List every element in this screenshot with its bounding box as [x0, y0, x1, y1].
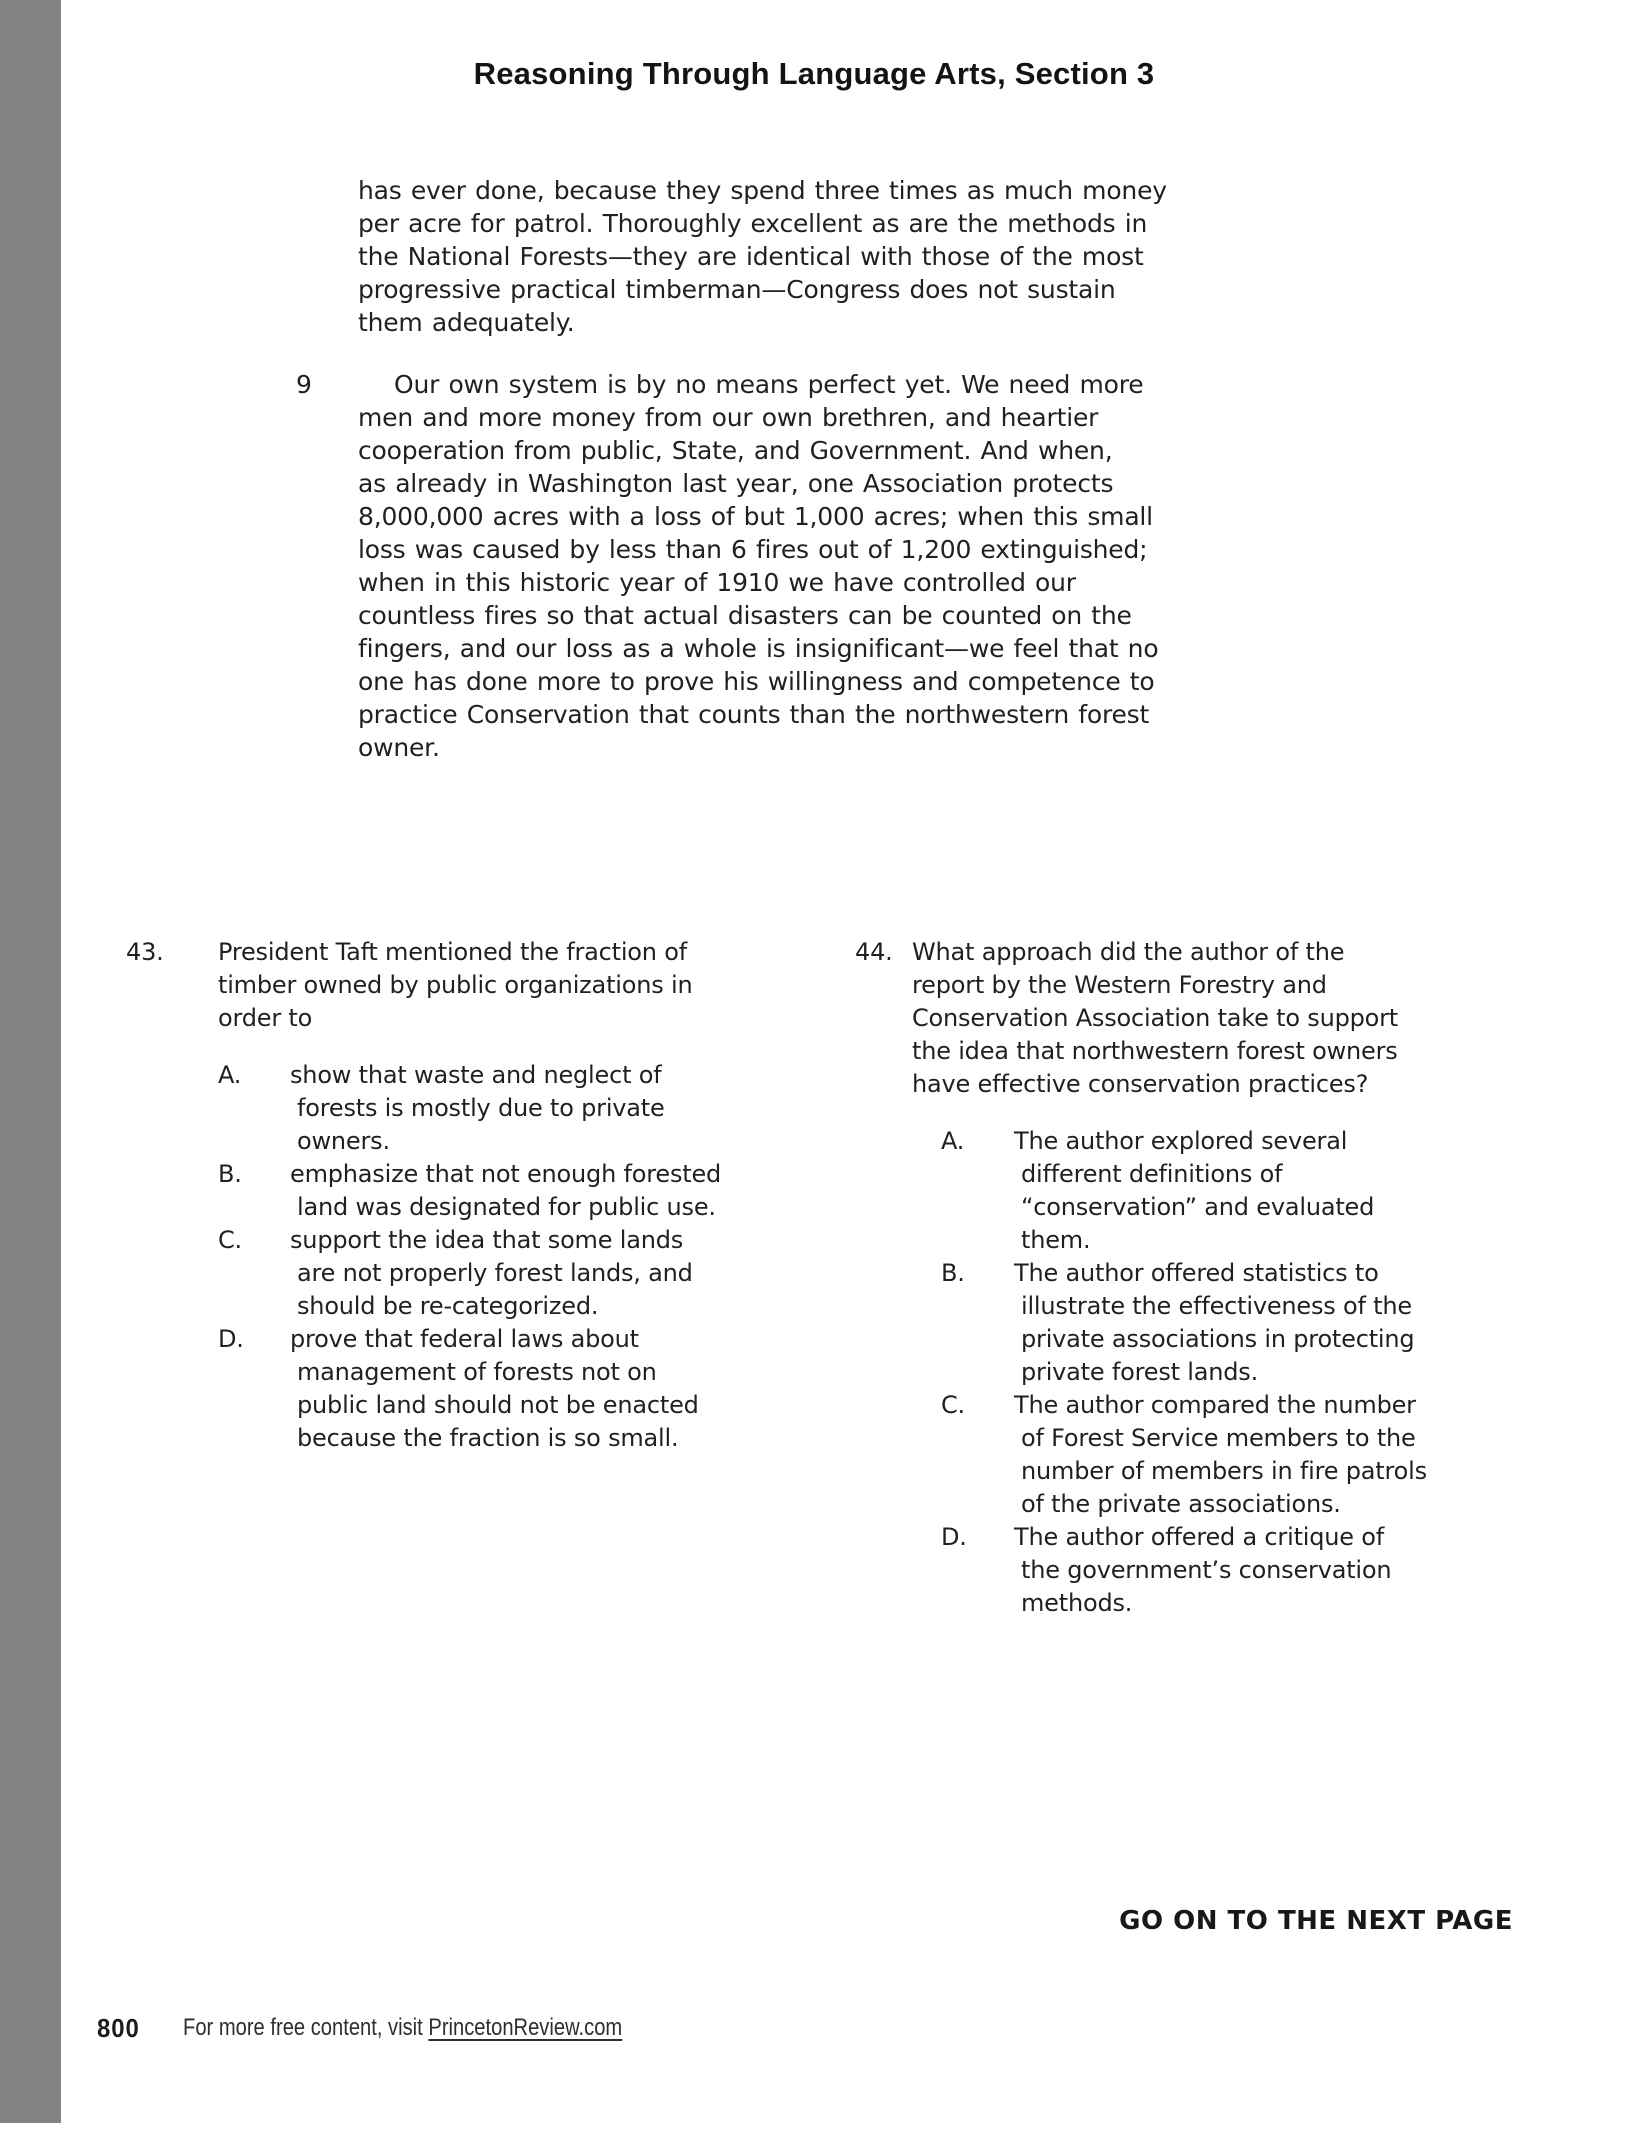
question-44: [855, 936, 1505, 1620]
passage-paragraph-continuation: [296, 174, 1286, 339]
text-line: prove that federal laws about: [290, 1325, 639, 1353]
answer-option-b: [912, 1257, 1505, 1389]
text-line: of Forest Service members to the: [1021, 1424, 1416, 1452]
text-line: when in this historic year of 1910 we have controlled our: [358, 568, 1076, 597]
text-line: have effective conservation practices?: [912, 1070, 1369, 1098]
text-line: should be re-categorized.: [297, 1292, 599, 1320]
option-letter: A.: [941, 1127, 965, 1155]
text-line: as already in Washington last year, one Association protects: [358, 469, 1114, 498]
page-number: 800: [97, 2012, 140, 2043]
question-number: 43.: [126, 938, 164, 966]
answer-option-a: [912, 1125, 1505, 1257]
text-line: per acre for patrol. Thoroughly excellent as are the methods in: [358, 209, 1148, 238]
text-line: illustrate the effectiveness of the: [1021, 1292, 1412, 1320]
text-line: them.: [1021, 1226, 1091, 1254]
text-line: cooperation from public, State, and Government. And when,: [358, 436, 1113, 465]
option-letter: A.: [218, 1061, 242, 1089]
text-line: has ever done, because they spend three times as much money: [358, 176, 1167, 205]
text-line: countless fires so that actual disasters can be counted on the: [358, 601, 1132, 630]
passage-paragraph-9: [296, 368, 1286, 764]
text-line: land was designated for public use.: [297, 1193, 716, 1221]
text-line: the National Forests—they are identical with those of the most: [358, 242, 1144, 271]
option-letter: B.: [941, 1259, 965, 1287]
answer-option-d: [218, 1323, 791, 1455]
text-line: timber owned by public organizations in: [218, 971, 693, 999]
paragraph-text: [358, 174, 1278, 339]
option-text: [290, 1059, 665, 1158]
text-line: Conservation Association take to support: [912, 1004, 1399, 1032]
question-number: 44.: [855, 938, 893, 966]
text-line: one has done more to prove his willingness and competence to: [358, 667, 1155, 696]
text-line: What approach did the author of the: [912, 938, 1345, 966]
question-43: [126, 936, 791, 1455]
text-line: number of members in fire patrols: [1021, 1457, 1427, 1485]
text-line: different definitions of: [1021, 1160, 1283, 1188]
text-line: loss was caused by less than 6 fires out of 1,200 extinguished;: [358, 535, 1148, 564]
page-footer: [97, 2006, 706, 2050]
passage: [296, 174, 1286, 764]
text-line: The author offered statistics to: [1014, 1259, 1379, 1287]
questions-row: [0, 936, 1640, 1636]
option-letter: C.: [941, 1391, 965, 1419]
answer-options: [912, 1125, 1505, 1620]
text-line: “conservation” and evaluated: [1021, 1193, 1375, 1221]
text-line: management of forests not on: [297, 1358, 657, 1386]
text-line: The author offered a critique of: [1014, 1523, 1385, 1551]
option-letter: D.: [218, 1325, 244, 1353]
option-text: [290, 1224, 693, 1323]
answer-option-d: [912, 1521, 1505, 1620]
option-letter: C.: [218, 1226, 242, 1254]
answer-option-c: [218, 1224, 791, 1323]
paragraph-number: 9: [296, 370, 312, 399]
text-line: the idea that northwestern forest owners: [912, 1037, 1398, 1065]
text-line: because the fraction is so small.: [297, 1424, 679, 1452]
question-body: [912, 936, 1505, 1620]
text-line: private associations in protecting: [1021, 1325, 1415, 1353]
text-line: fingers, and our loss as a whole is insignificant—we feel that no: [358, 634, 1159, 663]
text-line: the government’s conservation: [1021, 1556, 1392, 1584]
option-text: [290, 1158, 721, 1224]
text-line: Our own system is by no means perfect yet. We need more: [394, 370, 1144, 399]
option-text: [1014, 1257, 1414, 1389]
option-text: [1014, 1521, 1391, 1620]
footer-credit: [183, 2014, 622, 2042]
paragraph-number-empty: [296, 174, 358, 339]
text-line: forests is mostly due to private: [297, 1094, 665, 1122]
question-body: [218, 936, 791, 1455]
question-stem: [218, 936, 791, 1035]
text-line: The author compared the number: [1014, 1391, 1416, 1419]
text-line: owner.: [358, 733, 440, 762]
answer-option-b: [218, 1158, 791, 1224]
text-line: are not properly forest lands, and: [297, 1259, 693, 1287]
text-line: support the idea that some lands: [290, 1226, 684, 1254]
question-stem: [912, 936, 1505, 1101]
text-line: report by the Western Forestry and: [912, 971, 1327, 999]
go-on-instruction: GO ON TO THE NEXT PAGE: [1119, 1906, 1513, 1936]
text-line: 8,000,000 acres with a loss of but 1,000 acres; when this small: [358, 502, 1153, 531]
text-line: owners.: [297, 1127, 390, 1155]
text-line: practice Conservation that counts than the northwestern forest: [358, 700, 1150, 729]
option-letter: B.: [218, 1160, 242, 1188]
text-line: public land should not be enacted: [297, 1391, 699, 1419]
footer-divider: [163, 2008, 165, 2048]
text-line: men and more money from our own brethren, and heartier: [358, 403, 1099, 432]
paragraph-text: [358, 368, 1278, 764]
text-line: order to: [218, 1004, 313, 1032]
option-text: [290, 1323, 699, 1455]
answer-options: [218, 1059, 791, 1455]
text-line: progressive practical timberman—Congress does not sustain: [358, 275, 1116, 304]
text-line: President Taft mentioned the fraction of: [218, 938, 687, 966]
option-text: [1014, 1389, 1427, 1521]
text-line: The author explored several: [1014, 1127, 1348, 1155]
footer-credit-text: For more free content, visit: [183, 2014, 429, 2041]
footer-link[interactable]: PrincetonReview.com: [428, 2014, 623, 2041]
answer-option-a: [218, 1059, 791, 1158]
text-line: methods.: [1021, 1589, 1133, 1617]
text-line: show that waste and neglect of: [290, 1061, 662, 1089]
option-text: [1014, 1125, 1374, 1257]
option-letter: D.: [941, 1523, 967, 1551]
text-line: emphasize that not enough forested: [290, 1160, 722, 1188]
page-title: Reasoning Through Language Arts, Section 3: [473, 56, 1155, 91]
answer-option-c: [912, 1389, 1505, 1521]
text-line: of the private associations.: [1021, 1490, 1341, 1518]
text-line: them adequately.: [358, 308, 575, 337]
text-line: private forest lands.: [1021, 1358, 1259, 1386]
